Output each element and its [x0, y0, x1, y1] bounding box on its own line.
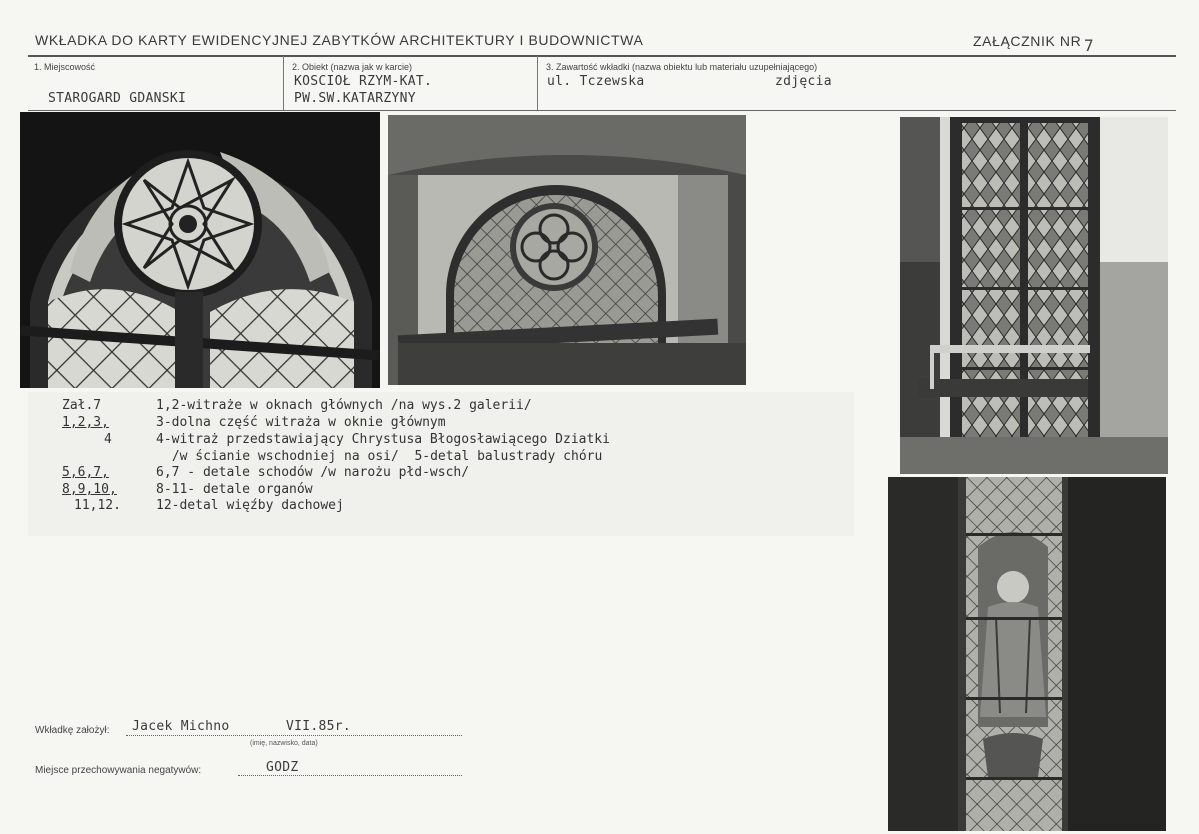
- attachment-label: ZAŁĄCZNIK NR: [973, 33, 1082, 49]
- author-label: Wkładkę założył:: [35, 725, 110, 736]
- attachment-number: 7: [1084, 36, 1094, 55]
- legend-line: 4-witraż przedstawiający Chrystusa Błogosławiącego Dziatki: [156, 432, 610, 447]
- field-divider: [283, 56, 284, 110]
- place-value: STAROGARD GDANSKI: [48, 91, 187, 106]
- legend-ref-group2: 5,6,7,: [62, 465, 109, 480]
- legend-line: 8-11- detale organów: [156, 482, 313, 497]
- content-label: 3. Zawartość wkładki (nazwa obiektu lub materiału uzupełniającego): [546, 62, 818, 72]
- legend-line: /w ścianie wschodniej na osi/ 5-detal balustrady chóru: [164, 449, 603, 464]
- legend-line: 1,2-witraże w oknach głównych /na wys.2 galerii/: [156, 398, 532, 413]
- legend-line: 12-detal więźby dachowej: [156, 498, 344, 513]
- object-label: 2. Obiekt (nazwa jak w karcie): [292, 62, 413, 72]
- storage-value: GODZ: [266, 760, 299, 775]
- photo-legend: [28, 392, 854, 536]
- photo-2-arched-window-interior: [388, 115, 746, 385]
- legend-ref-group3b: 11,12.: [74, 498, 121, 513]
- legend-line: 6,7 - detale schodów /w narożu płd-wsch/: [156, 465, 470, 480]
- storage-dotted-line: [238, 775, 462, 776]
- legend-line: 3-dolna część witraża w oknie głównym: [156, 415, 446, 430]
- legend-ref-group3: 8,9,10,: [62, 482, 117, 497]
- photo-4-stained-glass-christ: [888, 477, 1166, 831]
- object-value-line1: KOSCIOŁ RZYM-KAT.: [294, 74, 433, 89]
- content-value-street: ul. Tczewska: [547, 74, 645, 89]
- legend-ref-group1: 1,2,3,: [62, 415, 109, 430]
- fields-rule: [28, 110, 1176, 111]
- legend-ref-group1b: 4: [104, 432, 112, 447]
- author-value: Jacek Michno: [132, 719, 230, 734]
- photo-1-rose-window-detail: [20, 112, 380, 388]
- photo-3-window-with-balustrade: [900, 117, 1168, 474]
- storage-label: Miejsce przechowywania negatywów:: [35, 765, 202, 776]
- header-title: WKŁADKA DO KARTY EWIDENCYJNEJ ZABYTKÓW ARCHITEKTURY I BUDOWNICTWA: [35, 32, 644, 48]
- legend-ref-header: Zał.7: [62, 398, 102, 413]
- author-sub-label: (imię, nazwisko, data): [250, 740, 318, 747]
- header-rule: [28, 55, 1176, 57]
- author-dotted-line: [126, 735, 462, 736]
- date-value: VII.85r.: [286, 719, 352, 734]
- object-value-line2: PW.SW.KATARZYNY: [294, 91, 416, 106]
- place-label: 1. Miejscowość: [34, 62, 96, 72]
- field-divider: [537, 56, 538, 110]
- content-value-type: zdjęcia: [775, 74, 832, 89]
